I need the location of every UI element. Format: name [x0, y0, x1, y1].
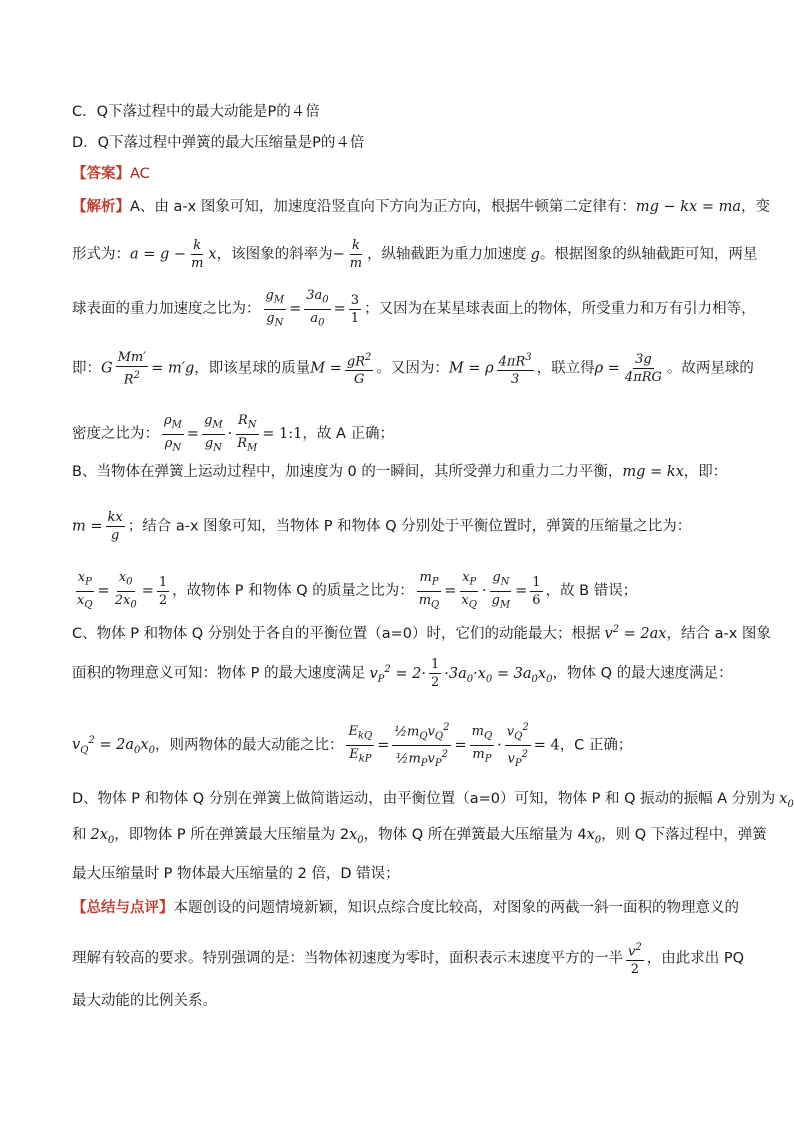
analysis-label: 【解析】 [72, 199, 130, 215]
answer-value: AC [130, 166, 150, 182]
summary-line-2: 理解有较高的要求。特别强调的是：当物体初速度为零时，面积表示末速度平方的一半 $\frac{v^2}{2}$ ，由此求出 PQ [72, 942, 745, 978]
analysis-b-line-2: m = $\frac{kx}{g}$ ；结合 a-x 图象可知，当物体 P 和物体 Q 分别处于平衡位置时，弹簧的压缩量之比为： [72, 510, 692, 543]
analysis-line-4: 即：G $\frac{Mm'}{R^2}$ = m′g，即该星球的质量M = $\frac{gR^2}{G}$ 。又因为：M = ρ $\frac{4\pi R^3}{3}$ ，联立得ρ = $\frac{3g}{\text{4πRG}}$ 。故两星球的 [72, 350, 754, 388]
analysis-line-2: 形式为：a = g − $\frac{k}{m}$ x，该图象的斜率为− $\frac{k}{m}$ ，纵轴截距为重力加速度 g。根据图象的纵轴截距可知，两星 [72, 238, 758, 271]
analysis-d-line-2: 和 $2x_0$，即物体 P 所在弹簧最大压缩量为 $2x_0$，物体 Q 所在弹簧最大压缩量为 $4x_0$，则 Q 下落过程中，弹簧 [72, 827, 767, 846]
analysis-c-line-3: $v_Q^2 = 2a_0x_0$，则两物体的最大动能之比： $\frac{E_{kQ}}{E_{kP}}$ = $\frac{\frac{1}{2}m_Qv_Q^2}{\frac{1}{2}m_Pv_P^2}$ = $\frac{m_Q}{m_P}$ · $\frac{v_Q^2}{v_P^2}$ = 4，C 正确； [72, 722, 633, 769]
analysis-d-line-3: 最大压缩量时 P 物体最大压缩量的 2 倍，D 错误； [72, 866, 400, 882]
summary-label: 【总结与点评】 [72, 900, 174, 916]
summary-line-1: 【总结与点评】本题创设的问题情境新颖，知识点综合度比较高，对图象的两截一斜一面积的物理意义的 [72, 900, 739, 916]
analysis-line-3: 球表面的重力加速度之比为： $\frac{g_M}{g_N}$ = $\frac{3a_0}{a_0}$ = $\frac{3}{1}$ ；又因为在某星球表面上的物体，所受重力和万有引力相等， [72, 288, 756, 329]
analysis-line-1: 【解析】A、由 a-x 图象可知，加速度沿竖直向下方向为正方向，根据牛顿第二定律有：mg − kx = ma，变 [72, 199, 770, 215]
answer-label: 【答案】 [72, 166, 130, 182]
answer-line [72, 164, 150, 184]
option-c: C．Q下落过程中的最大动能是P的４倍 [72, 104, 320, 120]
analysis-b-line-3: $\frac{x_P}{x_Q}$ = $\frac{x_0}{2x_0}$ = $\frac{1}{2}$ ，故物体 P 和物体 Q 的质量之比为： $\frac{m_P}{m_Q}$ = $\frac{x_P}{x_Q}$ · $\frac{g_N}{g_M}$ = $\frac{1}{6}$ ，故 B 错误； [77, 570, 638, 611]
analysis-d-line-1: D、物体 P 和物体 Q 分别在弹簧上做简谐运动，由平衡位置（a=0）可知，物体 P 和 Q 振动的振幅 A 分别为 $x_0$ [72, 791, 794, 810]
formula-newton: mg − kx = ma [635, 199, 741, 215]
analysis-c-line-1: C、物体 P 和物体 Q 分别处于各自的平衡位置（a=0）时，它们的动能最大；根据 $v^2 = 2ax$，结合 a-x 图象 [72, 624, 771, 642]
summary-line-3: 最大动能的比例关系。 [72, 993, 217, 1009]
option-d: D．Q下落过程中弹簧的最大压缩量是P的４倍 [72, 135, 365, 151]
analysis-b-line-1: B、当物体在弹簧上运动过程中，加速度为 0 的一瞬间，其所受弹力和重力二力平衡，mg = kx，即： [72, 464, 728, 480]
analysis-c-line-2: 面积的物理意义可知：物体 P 的最大速度满足 $v_P^2 = 2\cdot$ $\frac{1}{2}$ $\cdot 3a_0\cdot x_0 = 3a_0x_0$，物体 Q 的最大速度满足： [72, 657, 733, 690]
analysis-line-5: 密度之比为： $\frac{\rho_M}{\rho_N}$ = $\frac{g_M}{g_N}$ · $\frac{R_N}{R_M}$ = 1:1，故 A 正确； [72, 413, 395, 454]
